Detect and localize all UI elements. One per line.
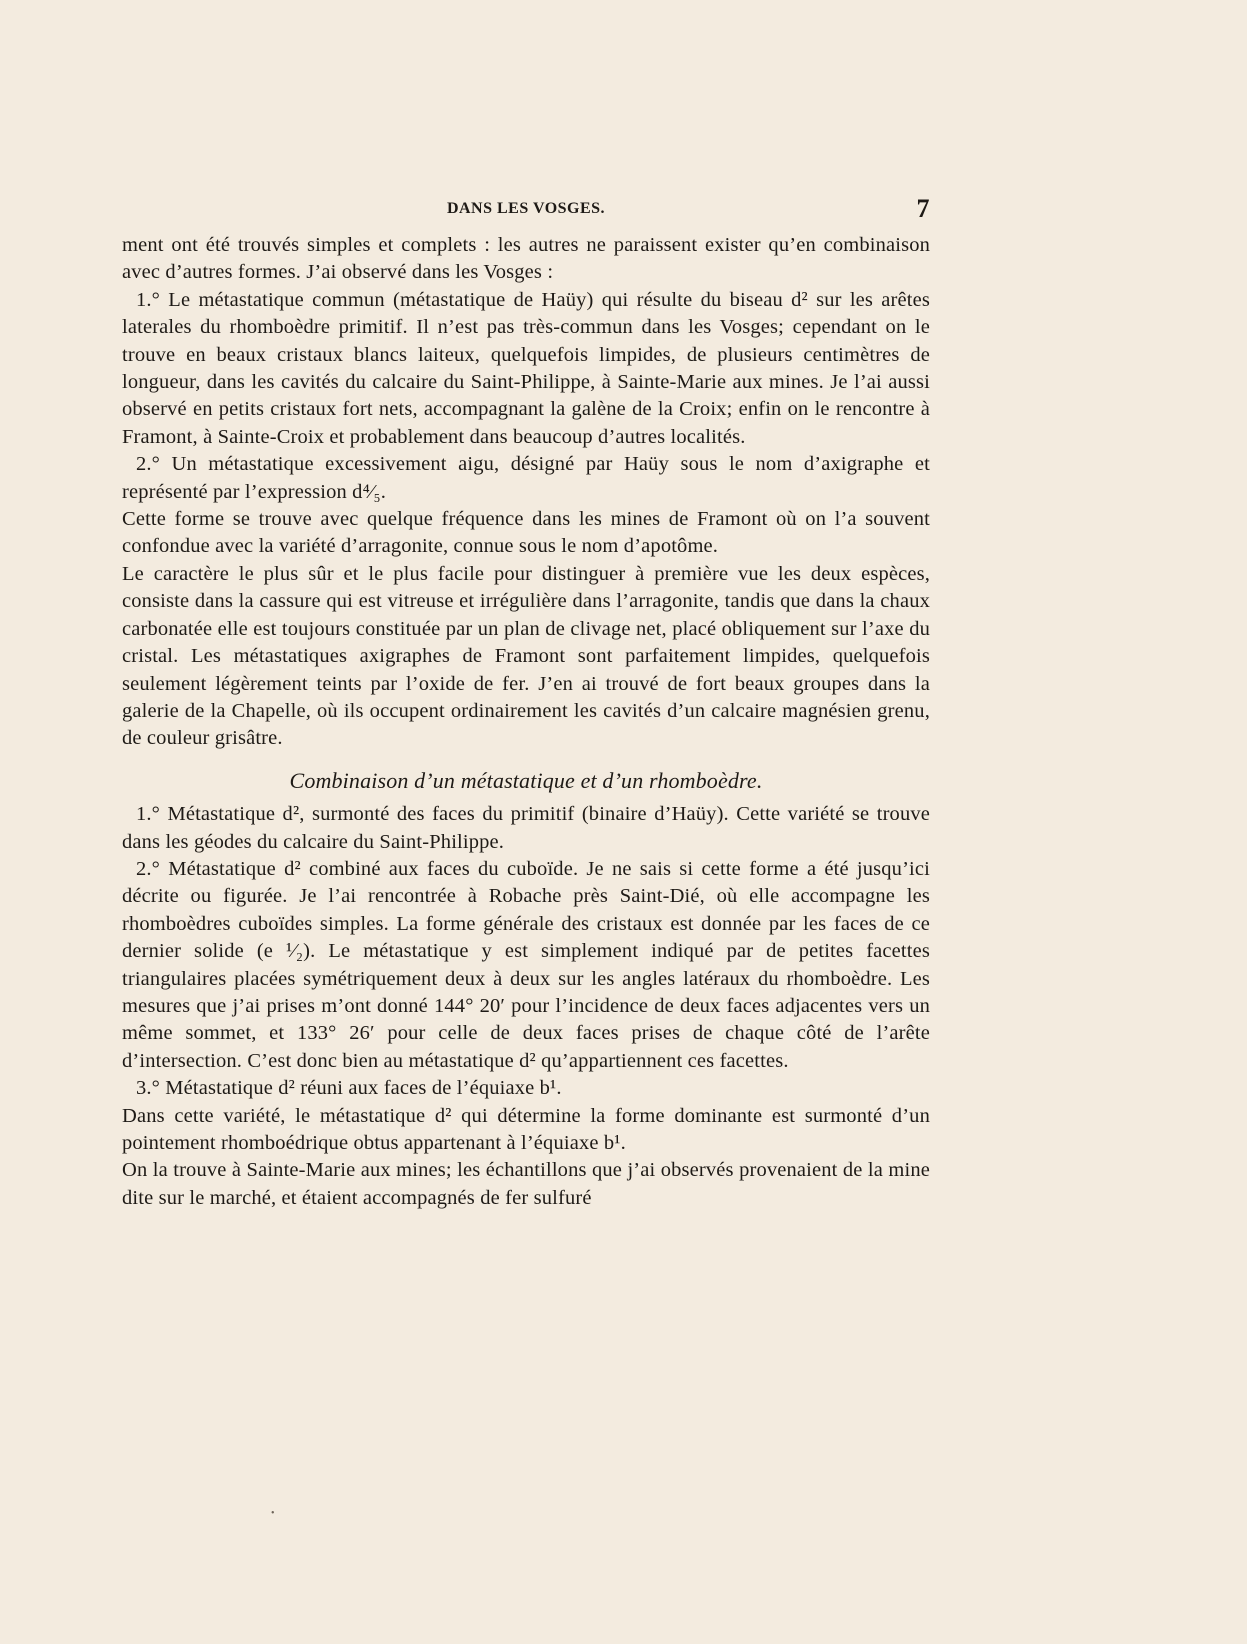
paragraph: Le caractère le plus sûr et le plus facile pour distinguer à première vue les deux espèces, consiste dans la cassure qui est vitreuse et irrégulière dans l’arragonite, tandis que dans la chaux carbonatée elle est toujours constituée par un plan de clivage net, placé obliquement sur l’axe du cristal. Les métastatiques axigraphes de Framont sont parfaitement limpides, quelquefois seulement légèrement teints par l’oxide de fer. J’en ai trouvé de fort beaux groupes dans la galerie de la Chapelle, où ils occupent ordinairement les cavités d’un calcaire magnésien grenu, de couleur grisâtre. [122, 562, 930, 750]
paragraph: 3.° Métastatique d² réuni aux faces de l’équiaxe b¹. [136, 1077, 562, 1100]
paragraph: ment ont été trouvés simples et complets : les autres ne paraissent exister qu’en combinaison avec d’autres formes. J’ai observé dans les Vosges : [122, 234, 930, 284]
running-head: DANS LES VOSGES. [446, 200, 606, 217]
paragraph: Dans cette variété, le métastatique d² qui détermine la forme dominante est surmonté d’un pointement rhomboédrique obtus appartenant à l’équiaxe b¹. [122, 1104, 930, 1154]
paragraph: 1.° Métastatique d², surmonté des faces du primitif (binaire d’Haüy). Cette variété se trouve dans les géodes du calcaire du Saint-Philippe. [122, 803, 930, 853]
section-heading: Combinaison d’un métastatique et d’un rhomboèdre. [289, 767, 763, 793]
paragraph: 2.° Un métastatique excessivement aigu, désigné par Haüy sous le nom d’axigraphe et représenté par l’expression d⁴⁄₅. [122, 453, 930, 503]
paragraph: On la trouve à Sainte-Marie aux mines; les échantillons que j’ai observés provenaient de la mine dite sur le marché, et étaient accompagnés de fer sulfuré [122, 1159, 930, 1209]
page-header [122, 194, 930, 224]
paragraph: 1.° Le métastatique commun (métastatique de Haüy) qui résulte du biseau d² sur les arêtes laterales du rhomboèdre primitif. Il n’est pas très-commun dans les Vosges; cependant on le trouve en beaux cristaux blancs laiteux, quelquefois limpides, de plusieurs centimètres de longueur, dans les cavités du calcaire du Saint-Philippe, à Sainte-Marie aux mines. Je l’ai aussi observé en petits cristaux fort nets, accompagnant la galène de la Croix; enfin on le rencontre à Framont, à Sainte-Croix et probablement dans beaucoup d’autres localités. [122, 288, 930, 448]
stray-mark: • [271, 1508, 275, 1519]
paragraph: 2.° Métastatique d² combiné aux faces du cuboïde. Je ne sais si cette forme a été jusqu’ici décrite ou figurée. Je l’ai rencontrée à Robache près Saint-Dié, où elle accompagne les rhomboèdres cuboïdes simples. La forme générale des cristaux est donnée par les faces de ce dernier solide (e ¹⁄₂). Le métastatique y est simplement indiqué par de petites facettes triangulaires placées symétriquement deux à deux sur les angles latéraux du rhomboèdre. Les mesures que j’ai prises m’ont donné 144° 20′ pour l’incidence de deux faces adjacentes vers un même sommet, et 133° 26′ pour celle de deux faces prises de chaque côté de l’arête d’intersection. C’est donc bien au métastatique d² qu’appartiennent ces facettes. [122, 857, 930, 1072]
paragraph: Cette forme se trouve avec quelque fréquence dans les mines de Framont où on l’a souvent confondue avec la variété d’arragonite, connue sous le nom d’apotôme. [122, 508, 930, 558]
page-number: 7 [916, 194, 930, 223]
body-text [122, 232, 930, 1212]
